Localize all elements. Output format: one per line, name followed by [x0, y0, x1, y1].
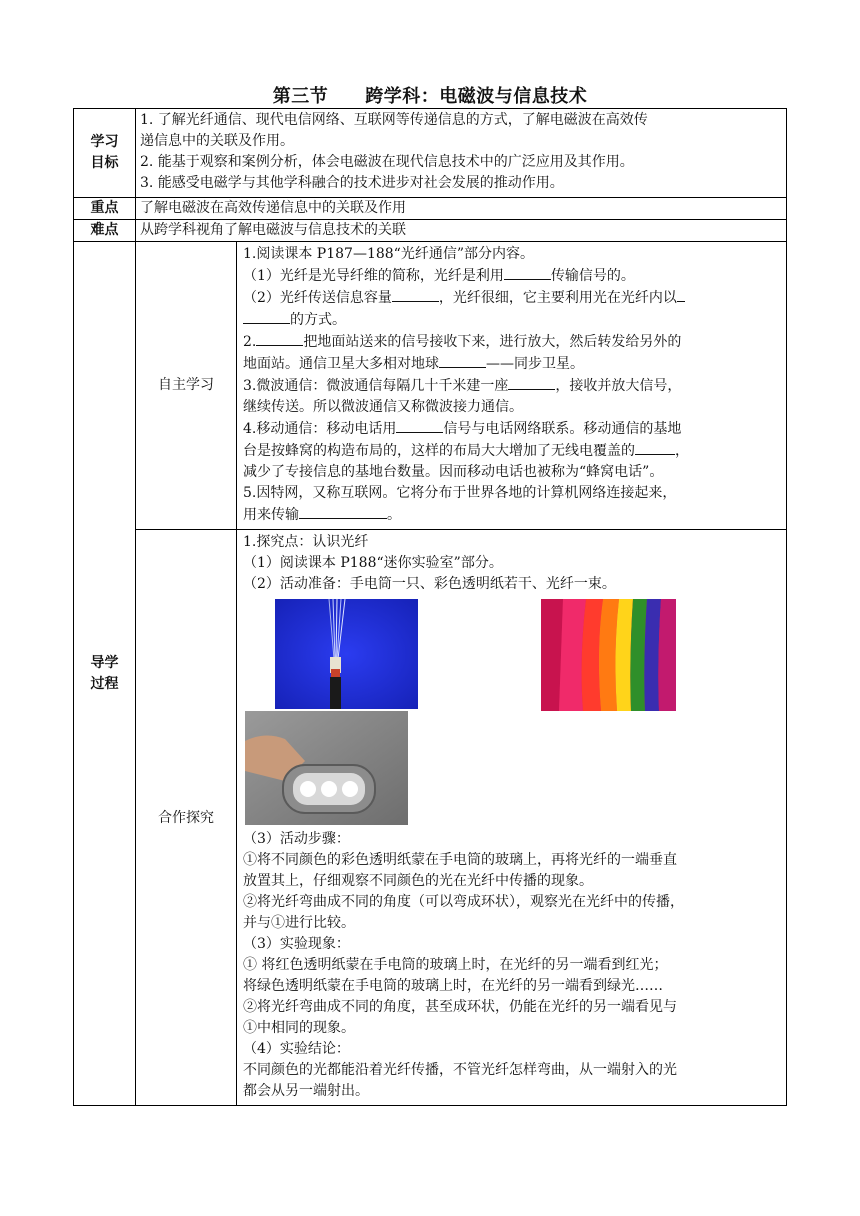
self-study-row [74, 242, 787, 530]
difficulty-label: 难点 [74, 220, 136, 242]
fill-blank [677, 287, 685, 302]
text-line: 的方式。 [243, 309, 782, 331]
fill-blank [396, 418, 443, 433]
fill-blank [299, 504, 387, 519]
text-line: 将绿色透明纸蒙在手电筒的玻璃上时，在光纤的另一端看到绿光…… [243, 978, 663, 994]
text-line: （3）活动步骤： [243, 831, 350, 847]
fill-blank [392, 287, 439, 302]
coop-row [74, 530, 787, 1106]
text-line: 地面站。通信卫星大多相对地球 ——同步卫星。 [243, 353, 782, 375]
objective-line: 2. 能基于观察和案例分析，体会电磁波在现代信息技术中的广泛应用及其作用。 [140, 154, 634, 170]
text-line: 并与①进行比较。 [243, 915, 355, 931]
lesson-table [73, 108, 787, 1106]
objectives-label: 学习 目标 [74, 109, 136, 198]
text-line: 1.阅读课本 P187—188“光纤通信”部分内容。 [243, 246, 534, 262]
text-line: ① 将红色透明纸蒙在手电筒的玻璃上时，在光纤的另一端看到红光； [243, 957, 668, 973]
objective-line: 3. 能感受电磁学与其他学科融合的技术进步对社会发展的推动作用。 [140, 175, 564, 191]
coop-content [237, 530, 787, 1106]
text-line: （2）活动准备：手电筒一只、彩色透明纸若干、光纤一束。 [243, 576, 616, 592]
colored-paper-photo [541, 599, 676, 711]
text-line: 减少了专接信息的基地台数量。因而移动电话也被称为“蜂窝电话”。 [243, 464, 664, 480]
page-title: 第三节 跨学科：电磁波与信息技术 [272, 86, 588, 107]
image-row [243, 711, 782, 829]
objectives-row [74, 109, 787, 198]
text-line: ①将不同颜色的彩色透明纸蒙在手电筒的玻璃上，再将光纤的一端垂直 [243, 852, 677, 868]
objective-line: 递信息中的关联及作用。 [140, 133, 294, 149]
text-line: ②将光纤弯曲成不同的角度（可以弯成环状），观察光在光纤中的传播， [243, 894, 684, 910]
colored-paper-icon [541, 599, 676, 711]
text-line: 放置其上，仔细观察不同颜色的光在光纤中传播的现象。 [243, 873, 593, 889]
key-point-content: 了解电磁波在高效传递信息中的关联及作用 [136, 198, 787, 220]
text-line: 不同颜色的光都能沿着光纤传播，不管光纤怎样弯曲，从一端射入的光 [243, 1062, 677, 1078]
text-line: 1.探究点：认识光纤 [243, 534, 369, 550]
fill-blank [256, 331, 303, 346]
text-line: 继续传送。所以微波通信又称微波接力通信。 [243, 399, 523, 415]
objectives-content [136, 109, 787, 198]
difficulty-row [74, 220, 787, 242]
fill-blank [504, 265, 551, 280]
difficulty-content: 从跨学科视角了解电磁波与信息技术的关联 [136, 220, 787, 242]
image-row [243, 595, 782, 711]
flashlight-icon [245, 711, 408, 825]
fiber-bundle-photo [275, 599, 418, 709]
fill-blank [243, 309, 290, 324]
text-line: 2. 把地面站送来的信号接收下来，进行放大，然后转发给另外的 [243, 331, 782, 353]
self-study-label: 自主学习 [136, 242, 237, 530]
fill-blank [439, 353, 486, 368]
text-line: ①中相同的现象。 [243, 1020, 355, 1036]
text-line: 4.移动通信：移动电话用 信号与电话网络联系。移动通信的基地 [243, 418, 782, 440]
flashlight-photo [245, 711, 408, 825]
text-line: 5.因特网，又称互联网。它将分布于世界各地的计算机网络连接起来， [243, 485, 677, 501]
text-line: （4）实验结论： [243, 1041, 350, 1057]
objective-line: 1. 了解光纤通信、现代电信网络、互联网等传递信息的方式，了解电磁波在高效传 [140, 112, 648, 128]
self-study-content [237, 242, 787, 530]
text-line: （1）光纤是光导纤维的简称，光纤是利用 传输信号的。 [243, 265, 782, 287]
text-line: 都会从另一端射出。 [243, 1083, 369, 1099]
text-line: （1）阅读课本 P188“迷你实验室”部分。 [243, 555, 503, 571]
process-label: 导学 过程 [74, 242, 136, 1106]
text-line: （2）光纤传送信息容量 ，光纤很细，它主要利用光在光纤内以 [243, 287, 782, 309]
fill-blank [508, 375, 555, 390]
text-line: （3）实验现象： [243, 936, 350, 952]
key-point-row [74, 198, 787, 220]
fiber-bundle-icon [275, 599, 418, 709]
text-line: 3.微波通信：微波通信每隔几十千米建一座 ，接收并放大信号， [243, 375, 782, 397]
text-line: 用来传输 。 [243, 504, 782, 526]
text-line: ②将光纤弯曲成不同的角度，甚至成环状，仍能在光纤的另一端看见与 [243, 999, 677, 1015]
coop-label: 合作探究 [136, 530, 237, 1106]
text-line: 台是按蜂窝的构造布局的，这样的布局大大增加了无线电覆盖的 ， [243, 440, 782, 462]
fill-blank [635, 440, 675, 455]
key-point-label: 重点 [74, 198, 136, 220]
